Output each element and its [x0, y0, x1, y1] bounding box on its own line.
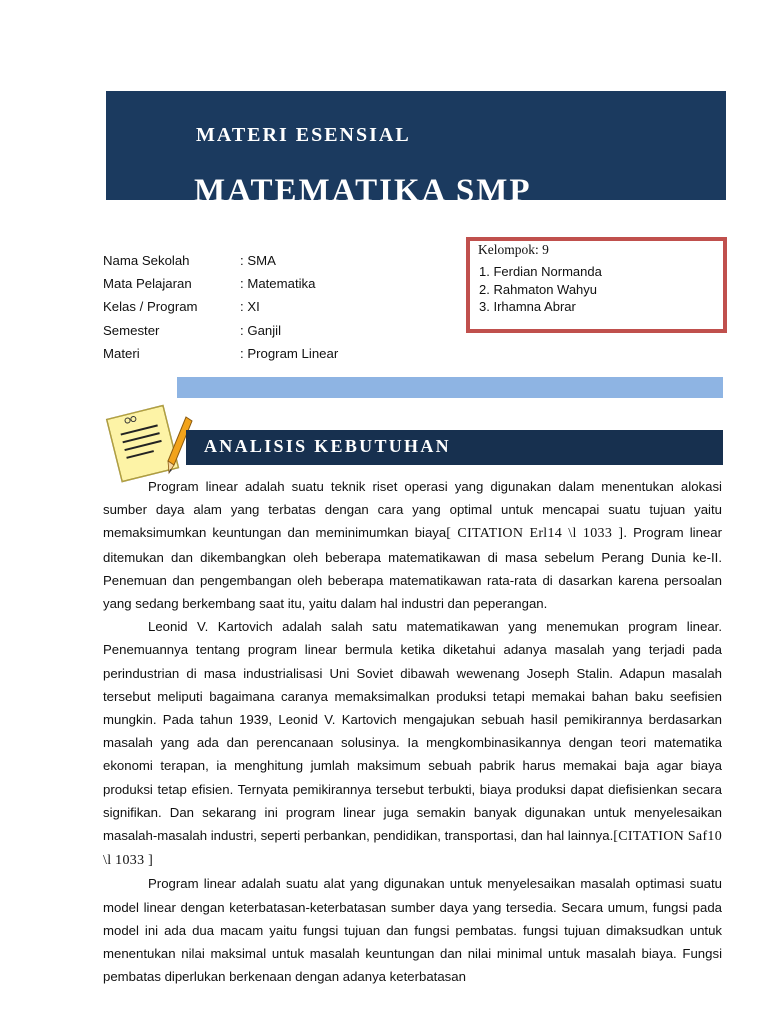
header-title: MATEMATIKA SMP [194, 173, 532, 200]
paragraph-text: . Program linear ditemukan dan dikembangkan oleh beberapa matematikawan di masa sebelum Perang Dunia ke-II. Penemuan dan pengembangan oleh beberapa matematikawan rata-rata di dasarkan karena persoalan yang sedang berkembang saat itu, yaitu dalam hal industri dan peperangan. [103, 525, 722, 612]
group-member: 3. Irhamna Abrar [479, 299, 576, 314]
info-value: : SMA [240, 253, 276, 268]
paragraph-text: Program linear adalah suatu teknik riset operasi yang digunakan dalam menentukan alokasi sumber daya alam yang terbatas dengan cara yang optimal untuk mencapai suatu tujuan yaitu memaksimumkan keuntungan dan meminimumkan biaya [103, 479, 722, 541]
citation: [ CITATION Erl14 \l 1033 ] [446, 526, 624, 542]
header-subtitle: MATERI ESENSIAL [196, 124, 411, 146]
paragraph-text: Leonid V. Kartovich adalah salah satu matematikawan yang menemukan program linear. Penemuannya tentang program linear bermula ketika diketahui adanya masalah yang terjadi pada perindustrian di masa industrialisasi Uni Soviet dibawah wewenang Joseph Stalin. Adapun masalah tersebut meliputi bagaimana caranya memaksimalkan produksi tetapi memakai bahan baku seefisien mungkin. Pada tahun 1939, Leonid V. Kartovich mengajukan sebuah hasil pemikirannya berdasarkan masalah yang ada dan perencanaan solusinya. Ia mengkombinasikannya dengan teori matematika ekonomi terapan, ia menghitung jumlah maksimum sebuah pabrik harus memakai baja agar biaya produksi tetap efisien. Ternyata pemikirannya tersebut terbukti, biaya produksi dapat diefisienkan secara signifikan. Dan sekarang ini program linear juga semakin banyak digunakan untuk menyelesaikan masalah-masalah industri, seperti perbankan, pendidikan, transportasi, dan hal lainnya. [103, 619, 722, 844]
info-label: Semester [103, 322, 160, 338]
section-header [186, 430, 723, 465]
info-row [103, 252, 403, 275]
info-row [103, 345, 403, 368]
group-member: 1. Ferdian Normanda [479, 264, 602, 279]
info-row [103, 322, 403, 345]
school-info [103, 252, 403, 368]
info-value: : XI [240, 299, 260, 315]
citation: [CITATION Saf10 \l 1033 ] [103, 829, 723, 869]
paragraph [103, 872, 722, 988]
info-label: Mata Pelajaran [103, 276, 192, 292]
paragraph-text: Program linear adalah suatu alat yang digunakan untuk menyelesaikan masalah optimasi suatu model linear dengan keterbatasan-keterbatasan sumber daya yang tersedia. Secara umum, fungsi pada model ini ada dua macam yaitu fungsi tujuan dan fungsi pembatas. fungsi tujuan dimaksudkan untuk menentukan nilai maksimal untuk masalah keuntungan dan nilai minimal untuk masalah biaya. Fungsi pembatas diperlukan berkenaan dengan adanya keterbatasan [103, 876, 722, 985]
group-box [466, 237, 727, 333]
group-member-list [479, 263, 602, 316]
info-row [103, 298, 403, 321]
section-title: ANALISIS KEBUTUHAN [204, 436, 451, 456]
paragraph [103, 615, 722, 872]
notepad-pencil-icon [100, 403, 200, 485]
decorative-strip [177, 377, 723, 398]
info-value: : Ganjil [240, 322, 282, 338]
paragraph [103, 475, 722, 615]
document-body [103, 475, 722, 988]
header-banner [106, 91, 726, 200]
info-label: Materi [103, 345, 140, 361]
group-member: 2. Rahmaton Wahyu [479, 281, 598, 297]
info-value: : Program Linear [240, 345, 339, 361]
info-label: Nama Sekolah [103, 253, 190, 268]
info-value: : Matematika [240, 276, 316, 292]
info-row [103, 275, 403, 298]
group-title: Kelompok: 9 [478, 242, 549, 257]
info-label: Kelas / Program [103, 299, 198, 315]
